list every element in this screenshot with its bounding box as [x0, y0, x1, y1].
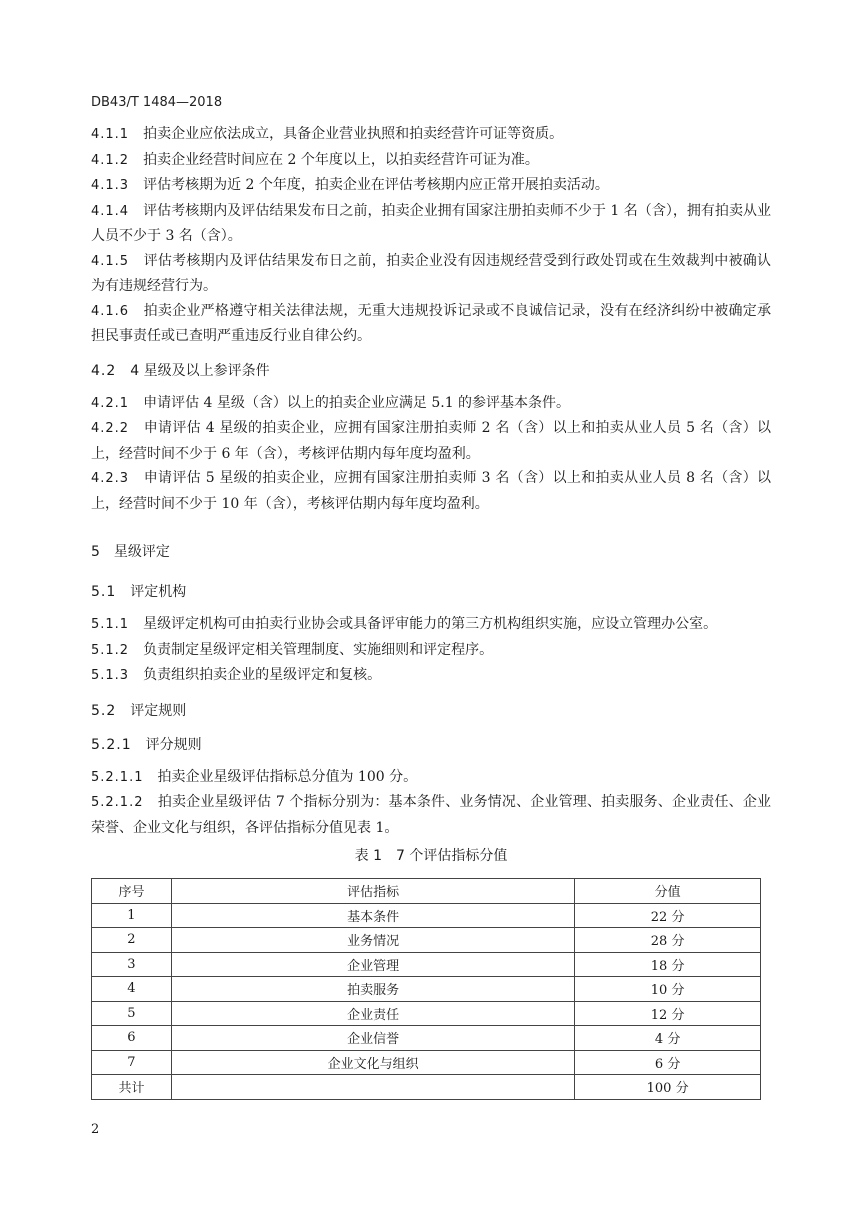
clause: 4.1.5 评估考核期内及评估结果发布日之前，拍卖企业没有因违规经营受到行政处罚或在生效裁判中被确认为有违规经营行为。 — [91, 252, 771, 294]
cell-total-label: 共计 — [92, 1075, 172, 1100]
cell-indicator: 企业文化与组织 — [171, 1050, 574, 1075]
table-row — [92, 952, 761, 977]
section-4-1 — [91, 122, 771, 349]
clause: 5.2.1.2 拍卖企业星级评估 7 个指标分别为：基本条件、业务情况、企业管理、拍卖服务、企业责任、企业荣誉、企业文化与组织，各评估指标分值见表 1。 — [91, 794, 771, 836]
table-row — [92, 977, 761, 1002]
section-5-2-1 — [91, 765, 771, 841]
table-row — [92, 928, 761, 953]
table-row — [92, 1026, 761, 1051]
cell-index: 1 — [92, 903, 172, 928]
cell-index: 4 — [92, 977, 172, 1002]
cell-indicator: 基本条件 — [171, 903, 574, 928]
cell-score: 10 分 — [575, 977, 761, 1002]
cell-indicator: 业务情况 — [171, 928, 574, 953]
document-header: DB43/T 1484—2018 — [91, 95, 223, 110]
clause: 5.1.1 星级评定机构可由拍卖行业协会或具备评审能力的第三方机构组织实施，应设立管理办公室。 — [91, 616, 718, 632]
table-row — [92, 903, 761, 928]
page-content — [91, 122, 771, 1100]
section-5-1 — [91, 612, 771, 689]
clause: 4.1.6 拍卖企业严格遵守相关法律法规，无重大违规投诉记录或不良诚信记录，没有在经济纠纷中被确定承担民事责任或已查明严重违反行业自律公约。 — [91, 302, 771, 344]
score-table — [91, 878, 761, 1100]
cell-index: 5 — [92, 1001, 172, 1026]
cell-score: 18 分 — [575, 952, 761, 977]
cell-indicator: 企业信誉 — [171, 1026, 574, 1051]
table-row — [92, 1001, 761, 1026]
header-score: 分值 — [575, 879, 761, 904]
page-number: 2 — [91, 1122, 100, 1137]
table-header-row — [92, 879, 761, 904]
clause: 4.2.2 申请评估 4 星级的拍卖企业，应拥有国家注册拍卖师 2 名（含）以上和拍卖从业人员 5 名（含）以上，经营时间不少于 6 年（含），考核评估期内每年度均盈利。 — [91, 420, 772, 462]
table-caption: 表 1 7 个评估指标分值 — [354, 848, 508, 864]
cell-indicator — [171, 1075, 574, 1100]
cell-score: 12 分 — [575, 1001, 761, 1026]
heading-5-1: 5.1 评定机构 — [91, 584, 187, 600]
clause: 4.1.3 评估考核期为近 2 个年度，拍卖企业在评估考核期内应正常开展拍卖活动。 — [91, 177, 609, 193]
clause: 4.2.3 申请评估 5 星级的拍卖企业，应拥有国家注册拍卖师 3 名（含）以上和拍卖从业人员 8 名（含）以上，经营时间不少于 10 年（含），考核评估期内每年度均盈利。 — [91, 470, 772, 512]
cell-index: 7 — [92, 1050, 172, 1075]
cell-score: 22 分 — [575, 903, 761, 928]
cell-total-score: 100 分 — [575, 1075, 761, 1100]
table-row — [92, 1050, 761, 1075]
cell-indicator: 企业责任 — [171, 1001, 574, 1026]
cell-index: 2 — [92, 928, 172, 953]
heading-5-2: 5.2 评定规则 — [91, 702, 187, 719]
clause: 5.1.2 负责制定星级评定相关管理制度、实施细则和评定程序。 — [91, 641, 494, 658]
cell-indicator: 企业管理 — [171, 952, 574, 977]
heading-4-2: 4.2 4 星级及以上参评条件 — [91, 362, 270, 379]
clause: 5.2.1.1 拍卖企业星级评估指标总分值为 100 分。 — [91, 768, 418, 785]
cell-index: 3 — [92, 952, 172, 977]
clause: 4.2.1 申请评估 4 星级（含）以上的拍卖企业应满足 5.1 的参评基本条件。 — [91, 394, 571, 411]
cell-indicator: 拍卖服务 — [171, 977, 574, 1002]
cell-score: 4 分 — [575, 1026, 761, 1051]
header-index: 序号 — [92, 879, 172, 904]
clause: 4.1.4 评估考核期内及评估结果发布日之前，拍卖企业拥有国家注册拍卖师不少于 1 名（含），拥有拍卖从业人员不少于 3 名（含）。 — [91, 202, 772, 244]
section-4-2 — [91, 391, 771, 517]
clause: 5.1.3 负责组织拍卖企业的星级评定和复核。 — [91, 667, 382, 683]
clause: 4.1.1 拍卖企业应依法成立，具备企业营业执照和拍卖经营许可证等资质。 — [91, 126, 564, 142]
table-total-row — [92, 1075, 761, 1100]
cell-index: 6 — [92, 1026, 172, 1051]
cell-score: 28 分 — [575, 928, 761, 953]
cell-score: 6 分 — [575, 1050, 761, 1075]
heading-5-2-1: 5.2.1 评分规则 — [91, 736, 202, 753]
header-indicator: 评估指标 — [171, 879, 574, 904]
clause: 4.1.2 拍卖企业经营时间应在 2 个年度以上，以拍卖经营许可证为准。 — [91, 151, 539, 168]
heading-5: 5 星级评定 — [91, 544, 170, 560]
